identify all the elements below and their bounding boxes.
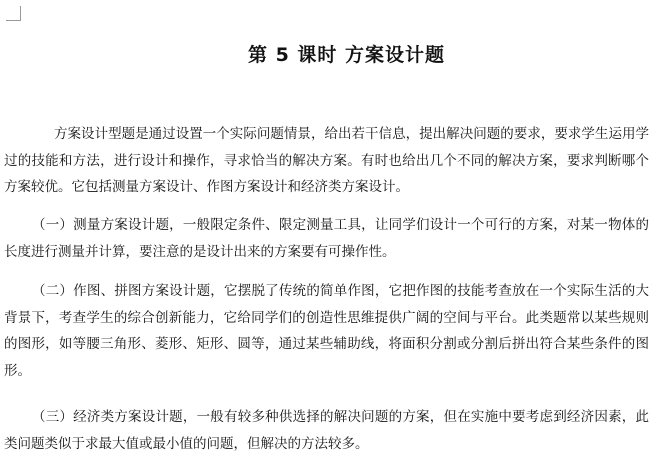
intro-paragraph: 方案设计型题是通过设置一个实际问题情景，给出若干信息，提出解决问题的要求，要求学生运用学过的技能和方法，进行设计和操作，寻求恰当的解决方案。有时也给出几个不同的解决方案，要求判断哪个方案较优。它包括测量方案设计、作图方案设计和经济类方案设计。 bbox=[4, 126, 649, 195]
page-corner-mark bbox=[6, 6, 21, 21]
drawing-paragraph: （二）作图、拼图方案设计题，它摆脱了传统的简单作图，它把作图的技能考查放在一个实际生活的大背景下，考查学生的综合创新能力，它给同学们的创造性思维提供广阔的空间与平台。此类题常以某些规则的图形，如等腰三角形、菱形、矩形、圆等，通过某些辅助线，将面积分割或分割后拼出符合某些条件的图形。 bbox=[4, 283, 649, 379]
document-title: 第 5 课时 方案设计题 bbox=[247, 44, 446, 66]
economic-paragraph: （三）经济类方案设计题，一般有较多种供选择的解决问题的方案，但在实施中要考虑到经济因素，此类问题类似于求最大值或最小值的问题，但解决的方法较多。 bbox=[4, 409, 649, 452]
measurement-paragraph: （一）测量方案设计题，一般限定条件、限定测量工具，让同学们设计一个可行的方案，对某一物体的长度进行测量并计算，要注意的是设计出来的方案要有可操作性。 bbox=[4, 217, 649, 260]
